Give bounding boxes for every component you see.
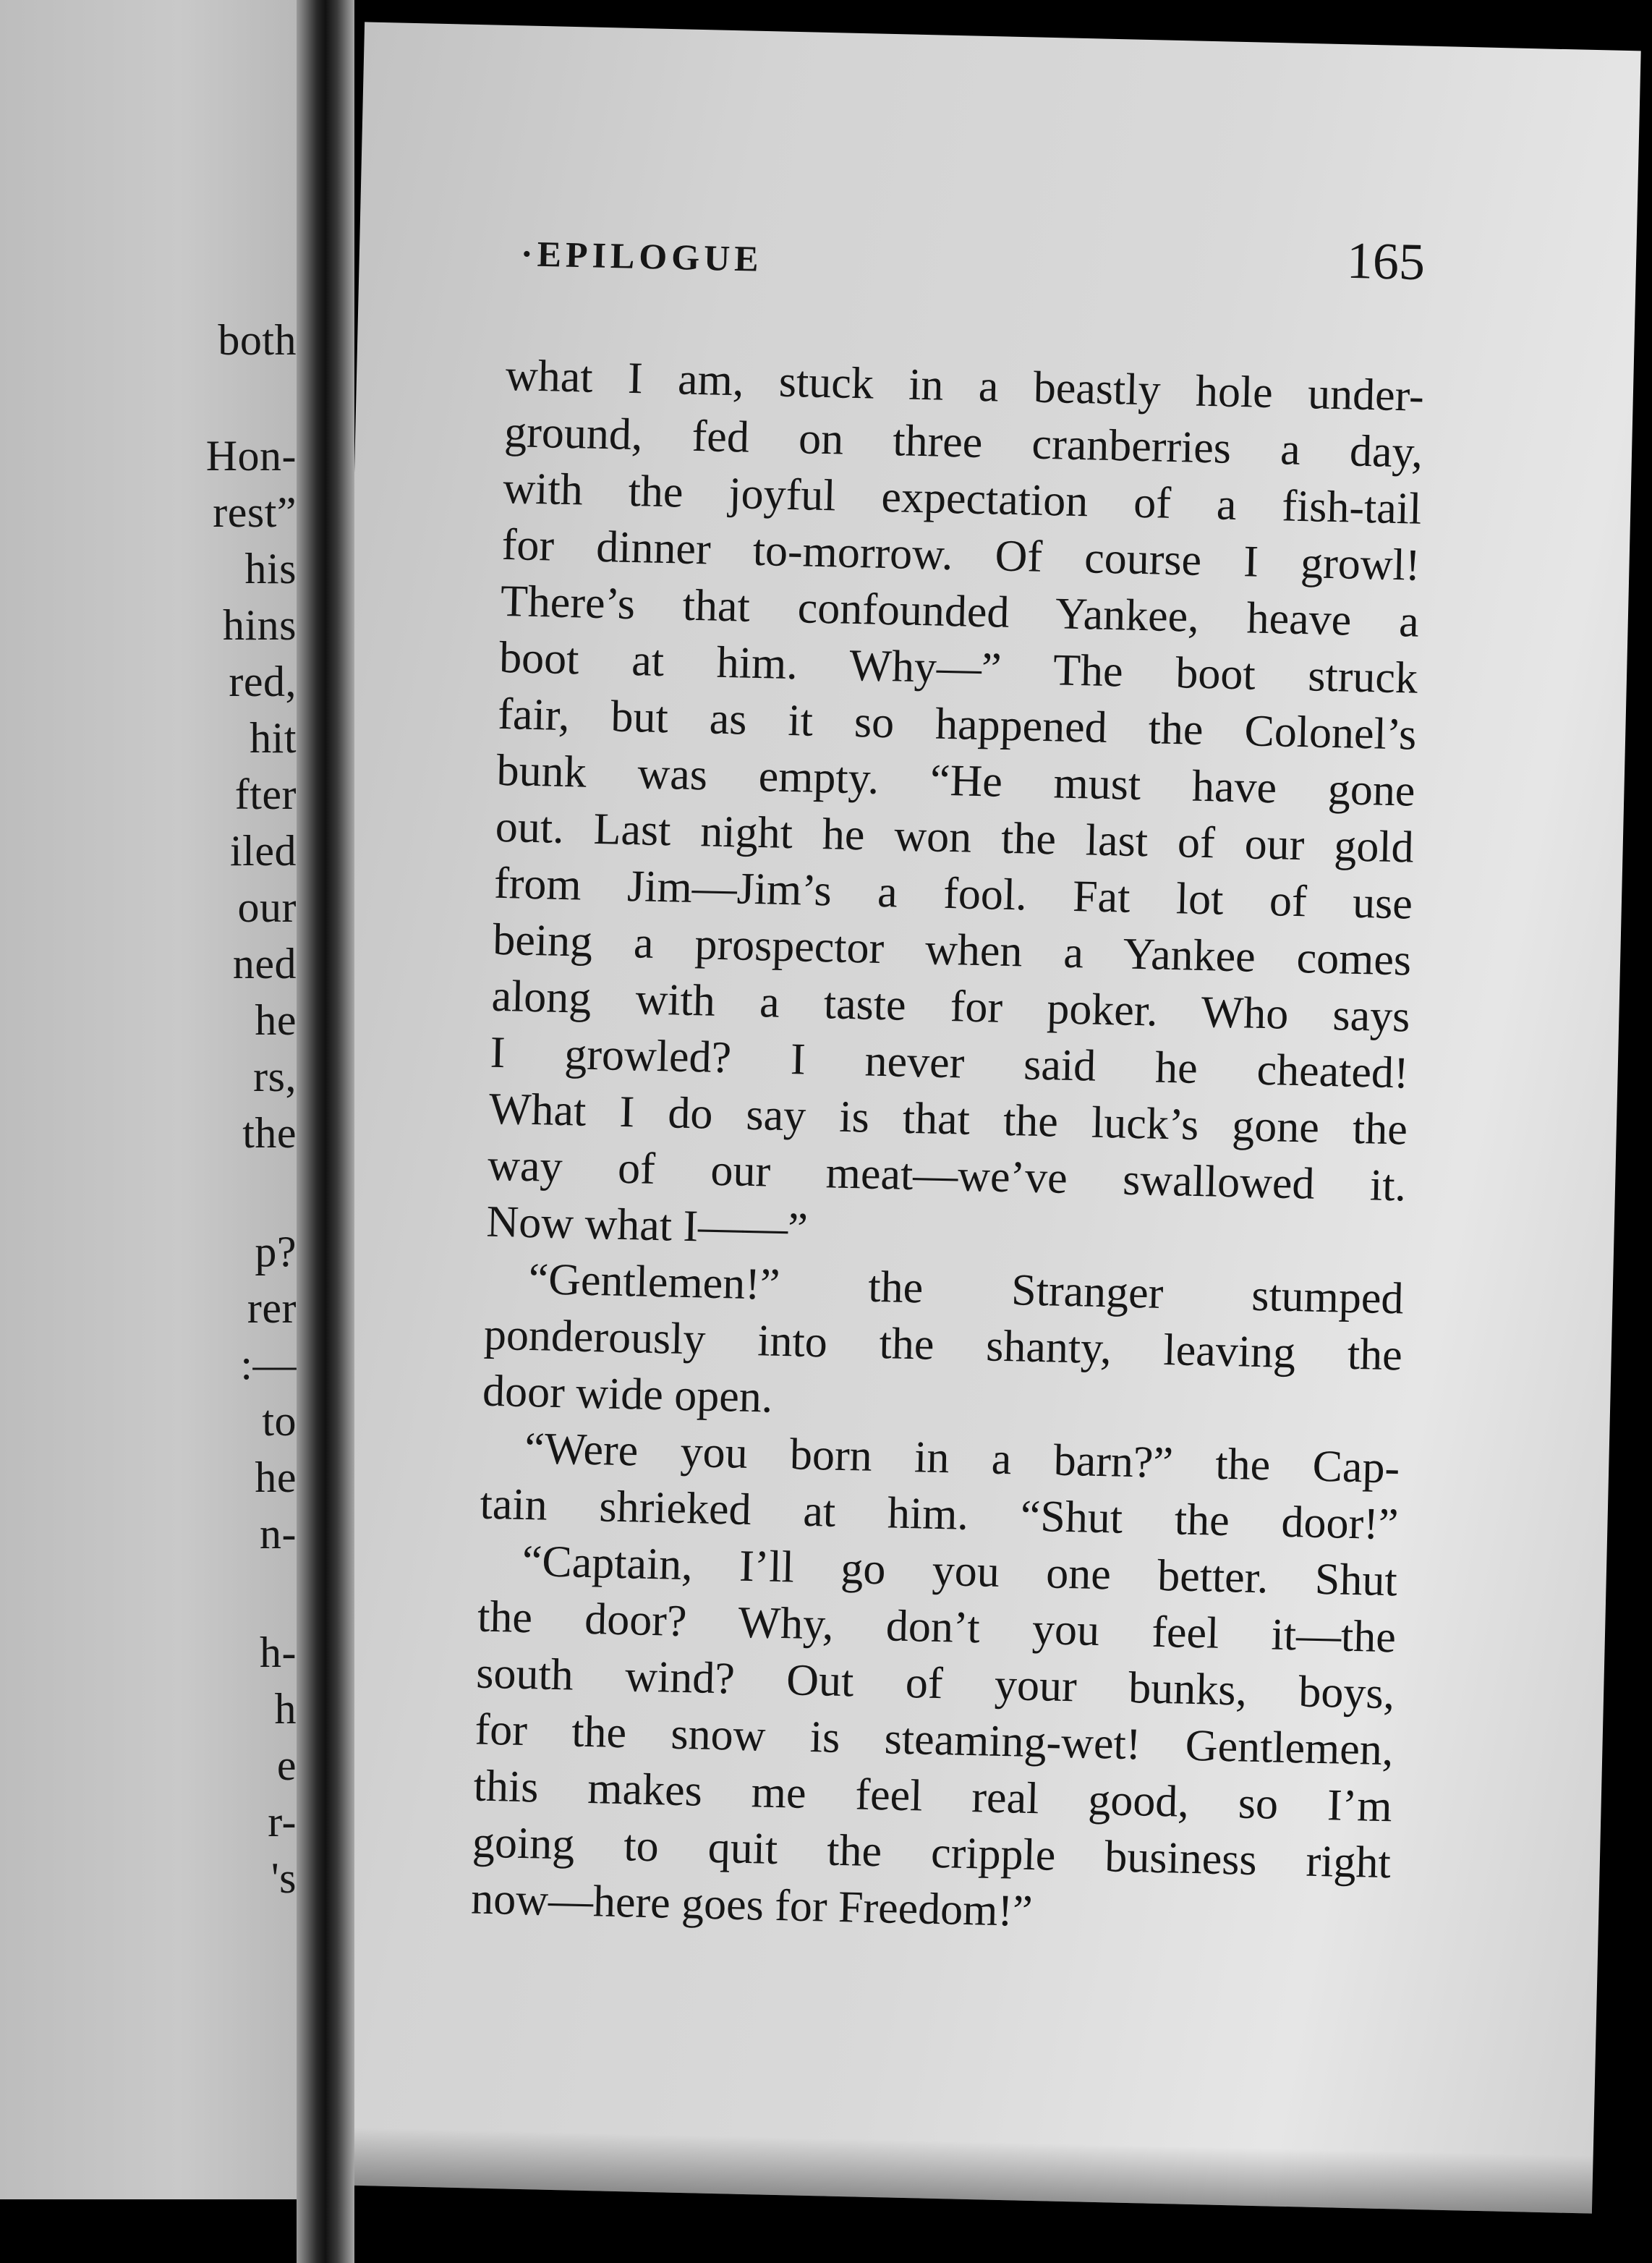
book-gutter [297,0,354,2263]
text-line: now—here goes for Freedom!” [470,1874,1034,1937]
left-page-fragment: rs, [253,1053,297,1100]
left-page-fragment: h [274,1685,297,1733]
left-page-fragment: he [255,1453,297,1501]
left-page-fragment: h- [260,1629,297,1676]
left-page-fragment: 's [271,1854,297,1902]
page-number: 165 [1346,231,1426,292]
left-page-fragment: n- [260,1510,297,1558]
text-line: I growled? I never said he cheated! [490,1027,1410,1098]
left-page-fragment: Hon- [205,432,297,480]
text-line: boot at him. Why—” The boot struck [498,632,1418,703]
text-line: bunk was empty. “He must have gone [495,745,1416,816]
left-page-fragment: r- [268,1798,297,1846]
page-edge-shadow [315,2127,1593,2214]
text-line: the door? Why, don’t you feel it—the [477,1592,1397,1663]
text-line: along with a taste for poker. Who says [490,971,1411,1042]
left-page-fragment: :— [240,1341,297,1388]
text-line: “Captain, I’ll go you one better. Shut [521,1536,1398,1606]
text-line: out. Last night he won the last of our gold [495,802,1415,872]
text-line: door wide open. [482,1366,774,1422]
left-page-fragment: red, [229,658,297,705]
left-page-fragment: hins [222,601,297,649]
text-line: What I do say is that the luck’s gone the [488,1084,1408,1155]
left-page-fragment: e [276,1741,297,1789]
left-page-fragment: the [242,1109,297,1157]
text-line: ponderously into the shanty, leaving the [483,1309,1403,1380]
left-page-fragment: iled [230,827,297,875]
left-page-fragment: our [237,883,297,931]
body-text [470,347,1424,1948]
text-line: “Were you born in a barn?” the Cap- [524,1423,1400,1493]
left-page-fragment: to [262,1397,297,1445]
text-line: “Gentlemen!” the Stranger stumped [528,1254,1405,1324]
text-line: ground, fed on three cranberries a day, [503,407,1423,477]
text-line: tain shrieked at him. “Shut the door!” [479,1479,1400,1550]
left-page-fragment: he [255,996,297,1044]
text-line: for dinner to-morrow. Of course I growl! [501,519,1421,590]
text-line: going to quit the cripple business right [472,1817,1392,1888]
text-line: what I am, stuck in a beastly hole under- [505,350,1425,421]
left-page-fragment: his [244,545,297,593]
text-line: this makes me feel real good, so I’m [473,1761,1393,1832]
previous-page [0,0,325,2199]
left-page-fragment: rest” [213,488,297,536]
text-line: way of our meat—we’ve swallowed it. [487,1140,1407,1211]
text-line: fair, but as it so happened the Colonel’s [497,689,1417,760]
text-line: being a prospector when a Yankee comes [492,914,1412,985]
text-line: from Jim—Jim’s a fool. Fat lot of use [493,858,1413,929]
text-line: with the joyful expectation of a fish-tail [502,463,1423,534]
left-page-fragment: rer [247,1284,297,1332]
running-head: ·EPILOGUE [520,233,764,279]
text-line: south wind? Out of your bunks, boys, [475,1648,1395,1719]
text-line: There’s that confounded Yankee, heave a [500,576,1420,647]
left-page-fragment: p? [255,1228,297,1275]
left-page-fragment: ned [232,940,297,988]
left-page-fragment: fter [234,770,297,818]
left-page-fragment: both [218,316,297,364]
text-line: for the snow is steaming-wet! Gentlemen, [474,1704,1395,1775]
text-line: Now what I——” [485,1197,809,1254]
left-page-fragment: hit [250,714,297,762]
